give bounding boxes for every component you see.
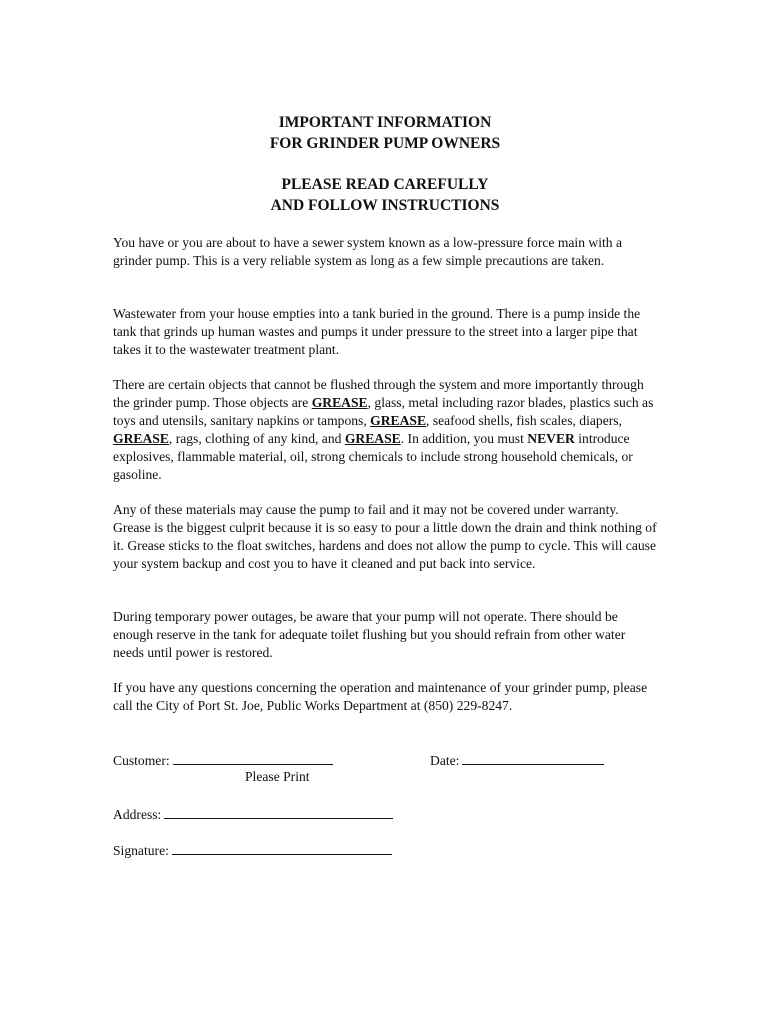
subtitle-line-1: PLEASE READ CAREFULLY (281, 176, 489, 193)
customer-field[interactable] (113, 750, 333, 770)
text-segment: , glass, metal including razor blades, plastics such as toys and utensils, sanitary napkins or tampons, (113, 395, 654, 428)
grease-emphasis: GREASE (113, 431, 169, 446)
signature-field[interactable] (113, 840, 392, 860)
never-emphasis: NEVER (527, 431, 575, 446)
customer-blank-line[interactable] (173, 750, 333, 765)
grease-emphasis: GREASE (370, 413, 427, 428)
text-segment: . In addition, you must (400, 431, 528, 446)
grease-emphasis: GREASE (311, 395, 368, 410)
title-line-1: IMPORTANT INFORMATION (278, 114, 492, 131)
address-field[interactable] (113, 804, 393, 824)
paragraph-prohibited-objects (113, 376, 658, 484)
date-field[interactable] (430, 750, 604, 770)
title-line-2: FOR GRINDER PUMP OWNERS (269, 135, 501, 152)
text-segment: , seafood shells, fish scales, diapers, (426, 413, 622, 428)
text-segment: introduce explosives, flammable material, oil, strong chemicals to include strong household chemicals, or gasoline. (113, 431, 633, 482)
date-blank-line[interactable] (462, 750, 604, 765)
grease-emphasis: GREASE (344, 431, 401, 446)
signature-label: Signature: (113, 843, 169, 858)
subtitle-line-2: AND FOLLOW INSTRUCTIONS (270, 197, 500, 214)
paragraph-intro: You have or you are about to have a sewer system known as a low-pressure force main with a grinder pump. This is a very reliable system as long as a few simple precautions are taken. (113, 235, 622, 268)
date-label: Date: (430, 753, 460, 768)
paragraph-power-outages: During temporary power outages, be aware that your pump will not operate. There should be enough reserve in the tank for adequate toilet flushing but you should refrain from other water needs until power is restored. (113, 609, 626, 660)
address-label: Address: (113, 807, 162, 822)
paragraph-how-it-works: Wastewater from your house empties into a tank buried in the ground. There is a pump inside the tank that grinds up human wastes and pumps it under pressure to the street into a larger pipe that takes it to the wastewater treatment plant. (113, 306, 641, 357)
customer-label: Customer: (113, 753, 170, 768)
address-blank-line[interactable] (164, 804, 393, 819)
title-please-read (0, 174, 770, 216)
title-important-information (0, 112, 770, 154)
customer-please-print-hint: Please Print (245, 769, 310, 784)
text-segment: , rags, clothing of any kind, and (168, 431, 345, 446)
paragraph-contact: If you have any questions concerning the operation and maintenance of your grinder pump, please call the City of Port St. Joe, Public Works Department at (850) 229-8247. (113, 680, 648, 713)
signature-blank-line[interactable] (172, 840, 392, 855)
text-segment: There are certain objects that cannot be flushed through the system and more importantly through the grinder pump. Those objects are (113, 377, 644, 410)
paragraph-pump-failure: Any of these materials may cause the pump to fail and it may not be covered under warranty. Grease is the biggest culprit because it is so easy to pour a little down the drain and think nothing of it. Grease sticks to the float switches, hardens and does not allow the pump to cycle. This will cause your system backup and cost you to have it cleaned and put back into service. (113, 502, 657, 571)
